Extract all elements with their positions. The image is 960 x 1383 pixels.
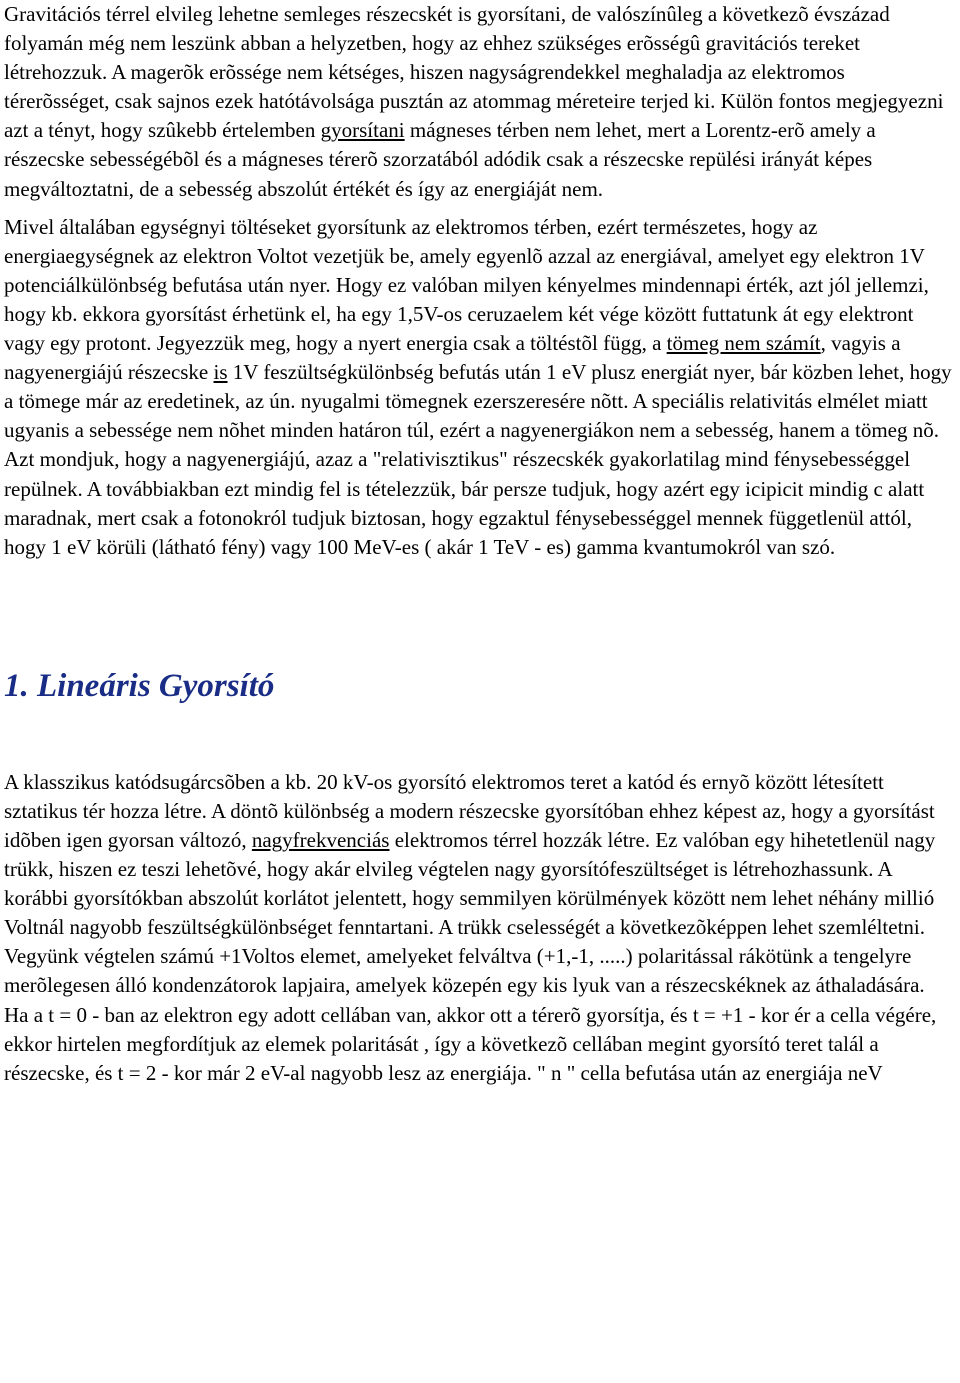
underlined-term-nagyfrekvencias: nagyfrekvenciás [251,827,390,852]
paragraph-text: mágneses térben nem lehet, mert a Lorentz-erõ amely a részecske sebességébõl és a mágneses térerõ szorzatából adódik csak a részecske repülési irányát képes megváltoztatni, de a sebesség abszolút értékét és így az energiáját nem. [4,118,876,201]
paragraph-text: , vagyis a nagyenergiájú részecske [4,331,901,385]
paragraph-text: Gravitációs térrel elvileg lehetne semleges részecskét is gyorsítani, de valószínûleg a következõ évszázad folyamán még nem leszünk abban a helyzetben, hogy az ehhez szükséges erõsségû gravitációs tereket létrehozzuk. A magerõk erõssége nem kétséges, hiszen nagyságrendekkel meghaladja az elektromos térerõsséget, csak sajnos ezek hatótávolsága pusztán az atommag méreteire terjed ki. Külön fontos megjegyezni azt a tényt, hogy szûkebb értelemben [4,2,944,143]
paragraph-spacer [4,204,952,213]
section-heading-linear-accelerator: 1. Lineáris Gyorsító [4,667,275,704]
underlined-term-gyorsitani: gyorsítani [320,118,405,143]
section-spacer [4,706,952,768]
paragraph-text: A klasszikus katódsugárcsõben a kb. 20 kV-os gyorsító elektromos teret a katód és ernyõ között létesített sztatikus tér hozza létre. A döntõ különbség a modern részecske gyorsítóban ehhez képest az, hogy a gyorsítást idõben igen gyorsan változó, [4,769,935,852]
paragraph-text: 1V feszültségkülönbség befutás után 1 eV plusz energiát nyer, bár közben lehet, hogy a tömege már az eredetinek, az ún. nyugalmi tömegnek ezerszeresére nõtt. A speciális relativitás elmélet miatt ugyanis a sebessége nem nõhet minden határon túl, ezért a nagyenergiákon nem a sebesség, hanem a tömeg nõ. Azt mondjuk, hogy a nagyenergiájú, azaz a "relativisztikus" részecskék gyakorlatilag mind fénysebességgel repülnek. A továbbiakban ezt mindig fel is tételezzük, bár persze tudjuk, hogy azért egy icipicit mindig c alatt maradnak, mert csak a fotonokról tudjuk biztosan, hogy egzaktul fénysebességgel mennek függetlenül attól, hogy 1 eV körüli (látható fény) vagy 100 MeV-es ( akár 1 TeV - es) gamma kvantumokról van szó. [4,360,952,559]
paragraph-linear-accelerator [4,768,952,1088]
document-page [4,0,952,1088]
paragraph-gravitation [4,0,952,204]
section-spacer [4,562,952,666]
paragraph-electron-volt [4,213,952,562]
paragraph-text: Mivel általában egységnyi töltéseket gyorsítunk az elektromos térben, ezért természetes, hogy az energiaegységnek az elektron Voltot vezetjük be, amely egyenlõ azzal az energiával, amelyet egy elektron 1V potenciálkülönbség befutása után nyer. Hogy ez valóban milyen kényelmes mindennapi érték, azt jól jellemzi, hogy kb. ekkora gyorsítást érhetünk el, ha egy 1,5V-os ceruzaelem két vége között futtatunk át egy elektront vagy egy protont. Jegyezzük meg, hogy a nyert energia csak a töltéstõl függ, a [4,214,929,356]
paragraph-text: elektromos térrel hozzák létre. Ez valóban egy hihetetlenül nagy trükk, hiszen ez teszi lehetõvé, hogy akár elvileg végtelen nagy gyorsítófeszültséget is létrehozhassunk. A korábbi gyorsítókban abszolút korlátot jelentett, hogy semmilyen körülmények között nem lehet néhány millió Voltnál nagyobb feszültségkülönbséget fenntartani. A trükk cselességét a következõképpen lehet szemléltetni. Vegyünk végtelen számú +1Voltos elemet, amelyeket felváltva (+1,-1, .....) polaritással rákötünk a tengelyre merõlegesen álló kondenzátorok lapjaira, amelyek közepén egy kis lyuk van a részecskéknek az áthaladására. Ha a t = 0 - ban az elektron egy adott cellában van, akkor ott a térerõ gyorsítja, és t = +1 - kor ér a cella végére, ekkor hirtelen megfordítjuk az elemek polaritását , így a következõ cellában megint gyorsító teret talál a részecske, és t = 2 - kor már 2 eV-al nagyobb lesz az energiája. " n " cella befutása után az energiája neV [4,827,937,1085]
underlined-term-tomeg-nem-szamit: tömeg nem számít [666,331,821,356]
underlined-term-is: is [213,360,228,385]
